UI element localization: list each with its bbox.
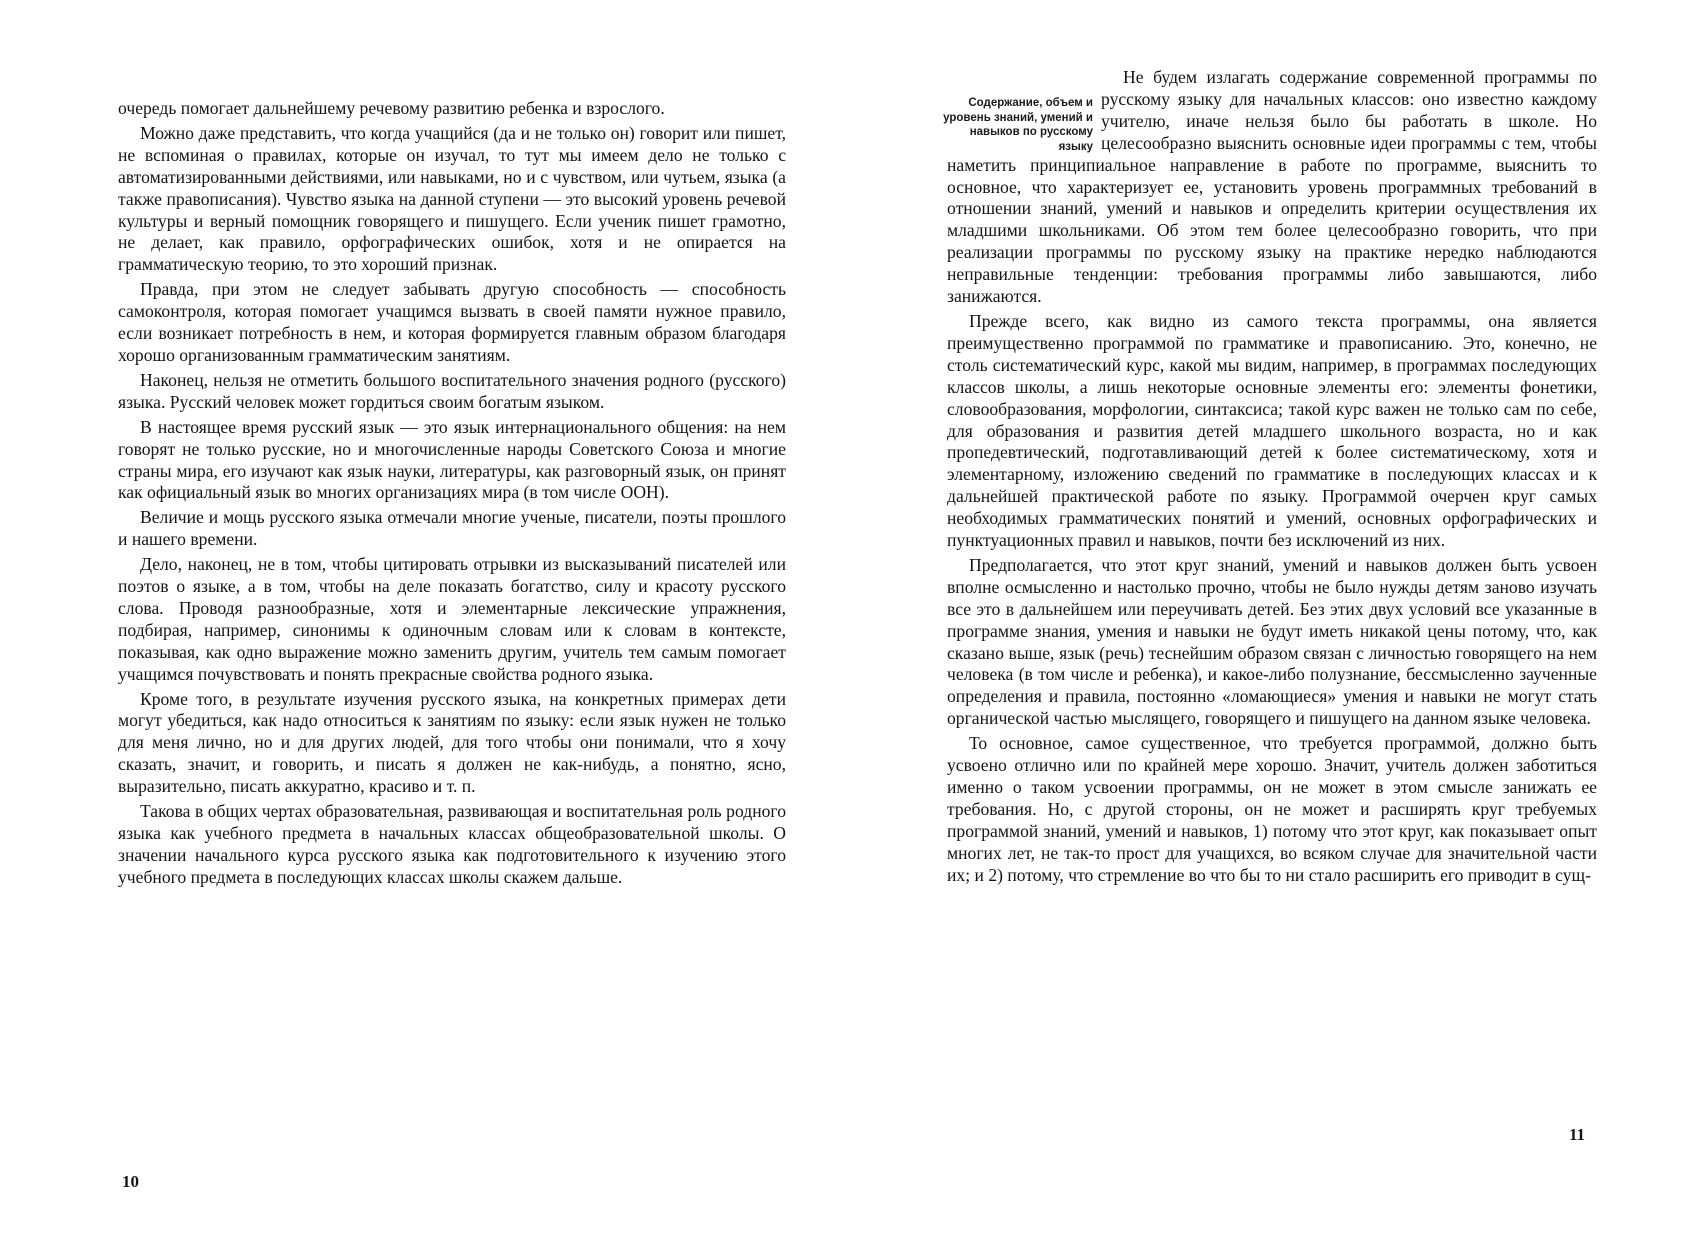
paragraph: То основное, самое существенное, что требуется программой, должно быть усвоено отлично или по крайней мере хорошо. Значит, учитель должен заботиться именно о таком усвоении программы, он не может в этом смысле занижать ее требования. Но, с другой стороны, он не может и расширять круг требуемых программой знаний, умений и навыков, 1) потому что этот круг, как показывает опыт многих лет, не так-то прост для учащихся, во всяком случае для значительной части их; и 2) потому, что стремление во что бы то ни стало расширить его приводит в сущ- <box>947 733 1597 885</box>
paragraph: Можно даже представить, что когда учащийся (да и не только он) говорит или пишет, не вспоминая о правилах, которые он изучал, то тут мы имеем дело не только с автоматизированными действиями, или навыками, но и с чувством, или чутьем, языка (а также правописания). Чувство языка на данной ступени — это высокий уровень речевой культуры и верный помощник говорящего и пишущего. Если ученик пишет грамотно, не делает, как правило, орфографических ошибок, хотя и не опирается на грамматическую теорию, то это хороший признак. <box>118 122 786 275</box>
paragraph: Такова в общих чертах образовательная, развивающая и воспитательная роль родного языка как учебного предмета в начальных классах общеобразовательной школы. О значении начального курса русского языка как подготовительного к изучению этого учебного предмета в последующих классах школы скажем дальше. <box>118 801 786 887</box>
paragraph: В настоящее время русский язык — это язык интернационального общения: на нем говорят не только русские, но и многочисленные народы Советского Союза и многие страны мира, его изучают как язык науки, литературы, как разговорный язык, он принят как официальный язык во многих организациях мира (в том числе ООН). <box>118 416 786 503</box>
paragraph: Наконец, нельзя не отметить большого воспитательного значения родного (русского) языка. Русский человек может гордиться своим богатым языком. <box>118 369 786 412</box>
paragraph: Прежде всего, как видно из самого текста программы, она является преимущественно программой по грамматике и правописанию. Это, конечно, не столь систематический курс, какой мы видим, например, в программах последующих классов школы, а лишь некоторые основные элементы его: элементы фонетики, словообразования, морфологии, синтаксиса; такой курс важен не только сам по себе, для образования и развития детей младшего школьного возраста, но и как пропедевтический, подготавливающий детей к более систематическому, хотя и элементарному, изложению сведений по грамматике в последующих классах и к дальнейшей практической работе по языку. Программой очерчен круг самых необходимых грамматических понятий и умений, основных орфографических и пунктуационных правил и навыков, почти без исключений из них. <box>947 310 1597 551</box>
right-page <box>845 0 1690 1256</box>
paragraph: очередь помогает дальнейшему речевому развитию ребенка и взрослого. <box>118 98 665 118</box>
right-text-column <box>943 67 1597 890</box>
page-number-left: 10 <box>122 1172 139 1191</box>
left-text-column <box>118 98 786 892</box>
paragraph: Не будем излагать содержание современной программы по русскому языку для начальных классов: оно известно каждому учителю, иначе нельзя было бы работать в школе. Но целесообразно выяснить основные идеи программы с тем, чтобы наметить принципиальное направление в работе по программе, выяснить то основное, что характеризует ее, установить уровень программных требований в отношении знаний, умений и навыков и определить критерии осуществления их младшими школьниками. Об этом тем более целесообразно говорить, что при реализации программы по русскому языку на практике нередко наблюдаются неправильные тенденции: требования программы либо завышаются, либо занижаются. <box>947 67 1597 307</box>
paragraph: Величие и мощь русского языка отмечали многие ученые, писатели, поэты прошлого и нашего времени. <box>118 507 786 550</box>
paragraph: Предполагается, что этот круг знаний, умений и навыков должен быть усвоен вполне осмысленно и настолько прочно, чтобы не было нужды детям заново изучать все это в дальнейшем или переучивать детей. Без этих двух условий все указанные в программе знания, умения и навыки не будут иметь никакой цены потому, что, как сказано выше, язык (речь) теснейшим образом связан с личностью говорящего на нем человека (в том числе и ребенка), и какое-либо полузнание, бессмысленно заученные определения и правила, постоянно «ломающиеся» умения и навыки не могут стать органической частью мыслящего, говорящего и пишущего на данном языке человека. <box>947 554 1597 729</box>
paragraph: Дело, наконец, не в том, чтобы цитировать отрывки из высказываний писателей или поэтов о языке, а в том, чтобы на деле показать богатство, силу и красоту русского слова. Проводя разнообразные, хотя и элементарные лексические упражнения, подбирая, например, синонимы к одиночным словам или к словам в контексте, показывая, как одно выражение можно заменить другим, учитель тем самым помогает учащимся почувствовать и понять прекрасные свойства родного языка. <box>118 554 786 684</box>
paragraph: Кроме того, в результате изучения русского языка, на конкретных примерах дети могут убедиться, как надо относиться к занятиям по языку: если язык нужен не только для меня лично, но и для других людей, для того чтобы они понимали, что я хочу сказать, значит, и говорить, и писать я должен не как-нибудь, а понятно, ясно, выразительно, писать аккуратно, красиво и т. п. <box>118 688 786 797</box>
margin-heading: Содержание, объем и уровень знаний, умений и навыков по русскому языку <box>943 97 1093 153</box>
paragraph: Правда, при этом не следует забывать другую способность — способность самоконтроля, которая помогает учащимся вызвать в своей памяти нужное правило, если возникает потребность в нем, и которая формируется главным образом благодаря хорошо организованным грамматическим занятиям. <box>118 279 786 365</box>
page-number-right: 11 <box>1569 1125 1586 1144</box>
